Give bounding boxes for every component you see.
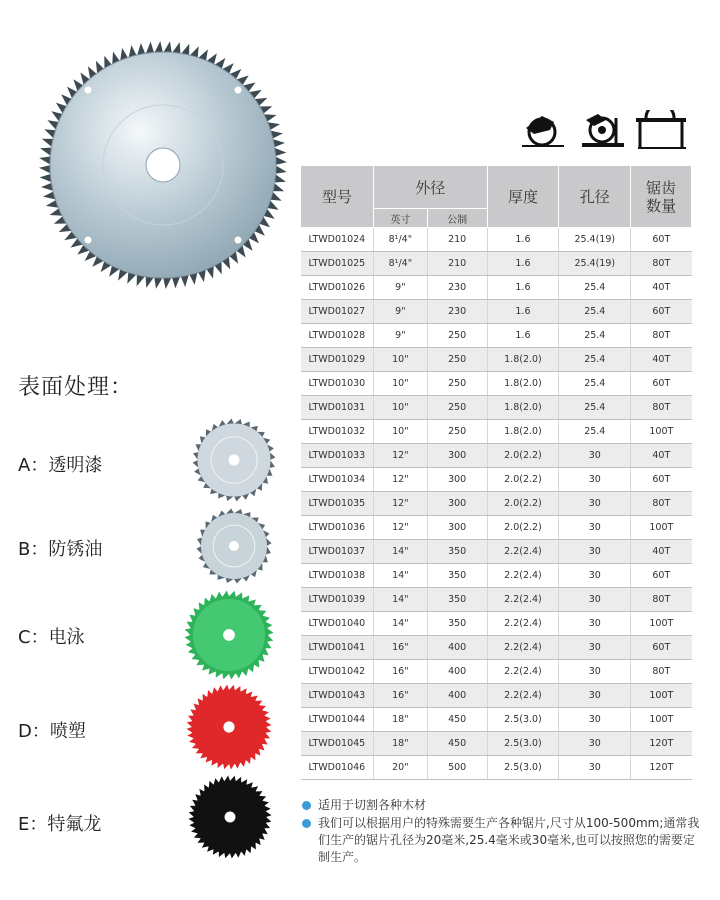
machine-icons xyxy=(520,110,690,150)
cell-bore: 30 xyxy=(559,564,631,588)
cell-metric: 350 xyxy=(427,612,487,636)
cell-inch: 9" xyxy=(373,300,427,324)
cell-model: LTWD01045 xyxy=(301,732,374,756)
cell-inch: 16" xyxy=(373,684,427,708)
finish-label-d: D：喷塑 xyxy=(18,721,86,742)
table-row xyxy=(301,708,692,732)
table-row xyxy=(301,228,692,252)
cell-metric: 250 xyxy=(427,348,487,372)
table-row xyxy=(301,732,692,756)
cell-teeth: 80T xyxy=(631,492,692,516)
table-row xyxy=(301,444,692,468)
cell-metric: 250 xyxy=(427,396,487,420)
cell-inch: 10" xyxy=(373,420,427,444)
cell-teeth: 80T xyxy=(631,588,692,612)
cell-bore: 30 xyxy=(559,756,631,780)
cell-teeth: 100T xyxy=(631,612,692,636)
cell-bore: 25.4 xyxy=(559,372,631,396)
cell-inch: 14" xyxy=(373,564,427,588)
cell-bore: 30 xyxy=(559,708,631,732)
cell-inch: 10" xyxy=(373,372,427,396)
cell-model: LTWD01030 xyxy=(301,372,374,396)
cell-thickness: 2.2(2.4) xyxy=(487,540,559,564)
cell-teeth: 100T xyxy=(631,708,692,732)
cell-inch: 8¹/4" xyxy=(373,252,427,276)
cell-bore: 30 xyxy=(559,492,631,516)
cell-metric: 400 xyxy=(427,684,487,708)
cell-thickness: 2.5(3.0) xyxy=(487,732,559,756)
cell-thickness: 2.0(2.2) xyxy=(487,492,559,516)
cell-thickness: 2.0(2.2) xyxy=(487,444,559,468)
note-text: 我们可以根据用户的特殊需要生产各种锯片,尺寸从100-500mm;通常我们生产的锯片孔径为20毫米,25.4毫米或30毫米,也可以按照您的需要定制生产。 xyxy=(318,816,700,864)
cell-teeth: 80T xyxy=(631,252,692,276)
cell-bore: 25.4 xyxy=(559,396,631,420)
cell-bore: 30 xyxy=(559,636,631,660)
cell-model: LTWD01031 xyxy=(301,396,374,420)
cell-teeth: 60T xyxy=(631,372,692,396)
table-row xyxy=(301,540,692,564)
cell-bore: 25.4 xyxy=(559,324,631,348)
circular-saw-icon xyxy=(522,116,564,146)
table-row xyxy=(301,588,692,612)
cell-teeth: 40T xyxy=(631,444,692,468)
table-row xyxy=(301,516,692,540)
header-teeth-line1: 锯齿 xyxy=(646,178,677,197)
cell-metric: 230 xyxy=(427,276,487,300)
cell-metric: 450 xyxy=(427,732,487,756)
cell-model: LTWD01029 xyxy=(301,348,374,372)
table-row xyxy=(301,564,692,588)
cell-thickness: 2.2(2.4) xyxy=(487,636,559,660)
bullet-dot-icon xyxy=(302,819,311,828)
cell-bore: 30 xyxy=(559,660,631,684)
table-row xyxy=(301,492,692,516)
cell-metric: 230 xyxy=(427,300,487,324)
cell-bore: 30 xyxy=(559,540,631,564)
cell-thickness: 2.5(3.0) xyxy=(487,756,559,780)
cell-model: LTWD01025 xyxy=(301,252,374,276)
table-row xyxy=(301,324,692,348)
header-teeth-line2: 数量 xyxy=(646,196,677,215)
cell-inch: 9" xyxy=(373,276,427,300)
cell-teeth: 40T xyxy=(631,276,692,300)
header-bore: 孔径 xyxy=(559,166,631,228)
cell-model: LTWD01036 xyxy=(301,516,374,540)
header-inch: 英寸 xyxy=(373,209,427,228)
table-row xyxy=(301,252,692,276)
cell-metric: 300 xyxy=(427,468,487,492)
notes xyxy=(302,797,702,866)
cell-teeth: 40T xyxy=(631,540,692,564)
cell-inch: 12" xyxy=(373,492,427,516)
cell-thickness: 2.2(2.4) xyxy=(487,684,559,708)
table-row xyxy=(301,420,692,444)
table-row xyxy=(301,468,692,492)
cell-teeth: 60T xyxy=(631,564,692,588)
header-teeth xyxy=(631,166,692,228)
note-item xyxy=(302,797,702,814)
cell-metric: 450 xyxy=(427,708,487,732)
cell-teeth: 60T xyxy=(631,228,692,252)
cell-metric: 210 xyxy=(427,228,487,252)
cell-model: LTWD01042 xyxy=(301,660,374,684)
cell-metric: 250 xyxy=(427,420,487,444)
cell-bore: 25.4 xyxy=(559,348,631,372)
cell-metric: 250 xyxy=(427,324,487,348)
cell-inch: 14" xyxy=(373,612,427,636)
table-row xyxy=(301,300,692,324)
blade-electrophoresis-image xyxy=(184,590,274,684)
cell-metric: 210 xyxy=(427,252,487,276)
cell-thickness: 2.2(2.4) xyxy=(487,588,559,612)
spec-table xyxy=(300,165,692,780)
cell-teeth: 100T xyxy=(631,684,692,708)
cell-bore: 30 xyxy=(559,468,631,492)
surface-treatment-title: 表面处理： xyxy=(18,375,134,400)
cell-inch: 18" xyxy=(373,732,427,756)
finish-label-e: E：特氟龙 xyxy=(18,814,102,835)
cell-thickness: 1.6 xyxy=(487,252,559,276)
cell-model: LTWD01027 xyxy=(301,300,374,324)
cell-inch: 10" xyxy=(373,348,427,372)
cell-thickness: 2.5(3.0) xyxy=(487,708,559,732)
cell-thickness: 1.8(2.0) xyxy=(487,396,559,420)
cell-teeth: 100T xyxy=(631,420,692,444)
cell-teeth: 40T xyxy=(631,348,692,372)
cell-model: LTWD01028 xyxy=(301,324,374,348)
cell-model: LTWD01040 xyxy=(301,612,374,636)
table-row xyxy=(301,660,692,684)
cell-teeth: 120T xyxy=(631,732,692,756)
cell-model: LTWD01038 xyxy=(301,564,374,588)
cell-bore: 25.4(19) xyxy=(559,228,631,252)
cell-thickness: 1.8(2.0) xyxy=(487,348,559,372)
cell-teeth: 80T xyxy=(631,660,692,684)
cell-bore: 30 xyxy=(559,444,631,468)
cell-metric: 350 xyxy=(427,540,487,564)
cell-model: LTWD01024 xyxy=(301,228,374,252)
cell-teeth: 60T xyxy=(631,300,692,324)
cell-teeth: 120T xyxy=(631,756,692,780)
table-row xyxy=(301,372,692,396)
cell-thickness: 1.6 xyxy=(487,276,559,300)
cell-inch: 16" xyxy=(373,636,427,660)
note-text: 适用于切割各种木材 xyxy=(318,798,427,812)
cell-inch: 12" xyxy=(373,468,427,492)
table-row xyxy=(301,396,692,420)
cell-inch: 12" xyxy=(373,444,427,468)
finish-label-a: A：透明漆 xyxy=(18,455,103,476)
header-metric: 公制 xyxy=(427,209,487,228)
cell-teeth: 60T xyxy=(631,468,692,492)
table-row xyxy=(301,684,692,708)
cell-metric: 350 xyxy=(427,588,487,612)
cell-bore: 25.4(19) xyxy=(559,252,631,276)
cell-model: LTWD01032 xyxy=(301,420,374,444)
cell-metric: 400 xyxy=(427,636,487,660)
cell-bore: 30 xyxy=(559,588,631,612)
cell-thickness: 2.2(2.4) xyxy=(487,564,559,588)
blade-teflon-image xyxy=(188,775,272,863)
cell-metric: 400 xyxy=(427,660,487,684)
miter-saw-icon xyxy=(582,114,624,147)
cell-metric: 250 xyxy=(427,372,487,396)
hero-saw-blade-image xyxy=(38,40,288,290)
cell-bore: 25.4 xyxy=(559,276,631,300)
header-thickness: 厚度 xyxy=(487,166,559,228)
cell-bore: 25.4 xyxy=(559,300,631,324)
cell-model: LTWD01043 xyxy=(301,684,374,708)
cell-inch: 14" xyxy=(373,540,427,564)
bullet-dot-icon xyxy=(302,801,311,810)
cell-thickness: 2.0(2.2) xyxy=(487,516,559,540)
cell-bore: 30 xyxy=(559,612,631,636)
table-row xyxy=(301,756,692,780)
cell-model: LTWD01034 xyxy=(301,468,374,492)
cell-inch: 14" xyxy=(373,588,427,612)
cell-bore: 25.4 xyxy=(559,420,631,444)
cell-metric: 300 xyxy=(427,444,487,468)
cell-inch: 18" xyxy=(373,708,427,732)
blade-clear-lacquer-image xyxy=(192,418,276,506)
header-outer-diameter: 外径 xyxy=(373,166,487,209)
cell-bore: 30 xyxy=(559,732,631,756)
cell-model: LTWD01037 xyxy=(301,540,374,564)
cell-model: LTWD01035 xyxy=(301,492,374,516)
blade-powder-coating-image xyxy=(186,684,272,774)
cell-model: LTWD01041 xyxy=(301,636,374,660)
table-row xyxy=(301,612,692,636)
cell-thickness: 1.6 xyxy=(487,228,559,252)
table-saw-icon xyxy=(636,110,686,148)
cell-inch: 20" xyxy=(373,756,427,780)
cell-thickness: 1.8(2.0) xyxy=(487,372,559,396)
cell-model: LTWD01033 xyxy=(301,444,374,468)
cell-inch: 12" xyxy=(373,516,427,540)
table-row xyxy=(301,636,692,660)
cell-metric: 500 xyxy=(427,756,487,780)
cell-thickness: 2.2(2.4) xyxy=(487,612,559,636)
cell-metric: 300 xyxy=(427,516,487,540)
cell-model: LTWD01026 xyxy=(301,276,374,300)
cell-teeth: 80T xyxy=(631,396,692,420)
cell-inch: 16" xyxy=(373,660,427,684)
finish-label-c: C：电泳 xyxy=(18,627,85,648)
cell-thickness: 1.6 xyxy=(487,300,559,324)
header-model: 型号 xyxy=(301,166,374,228)
cell-teeth: 60T xyxy=(631,636,692,660)
table-row xyxy=(301,348,692,372)
cell-inch: 9" xyxy=(373,324,427,348)
note-item xyxy=(302,815,702,866)
cell-inch: 10" xyxy=(373,396,427,420)
cell-metric: 350 xyxy=(427,564,487,588)
cell-thickness: 1.6 xyxy=(487,324,559,348)
blade-anti-rust-oil-image xyxy=(196,508,272,588)
cell-model: LTWD01039 xyxy=(301,588,374,612)
cell-bore: 30 xyxy=(559,516,631,540)
cell-bore: 30 xyxy=(559,684,631,708)
table-row xyxy=(301,276,692,300)
cell-teeth: 100T xyxy=(631,516,692,540)
cell-teeth: 80T xyxy=(631,324,692,348)
cell-inch: 8¹/4" xyxy=(373,228,427,252)
cell-model: LTWD01044 xyxy=(301,708,374,732)
cell-thickness: 2.0(2.2) xyxy=(487,468,559,492)
finish-label-b: B：防锈油 xyxy=(18,539,103,560)
cell-model: LTWD01046 xyxy=(301,756,374,780)
cell-metric: 300 xyxy=(427,492,487,516)
cell-thickness: 2.2(2.4) xyxy=(487,660,559,684)
cell-thickness: 1.8(2.0) xyxy=(487,420,559,444)
